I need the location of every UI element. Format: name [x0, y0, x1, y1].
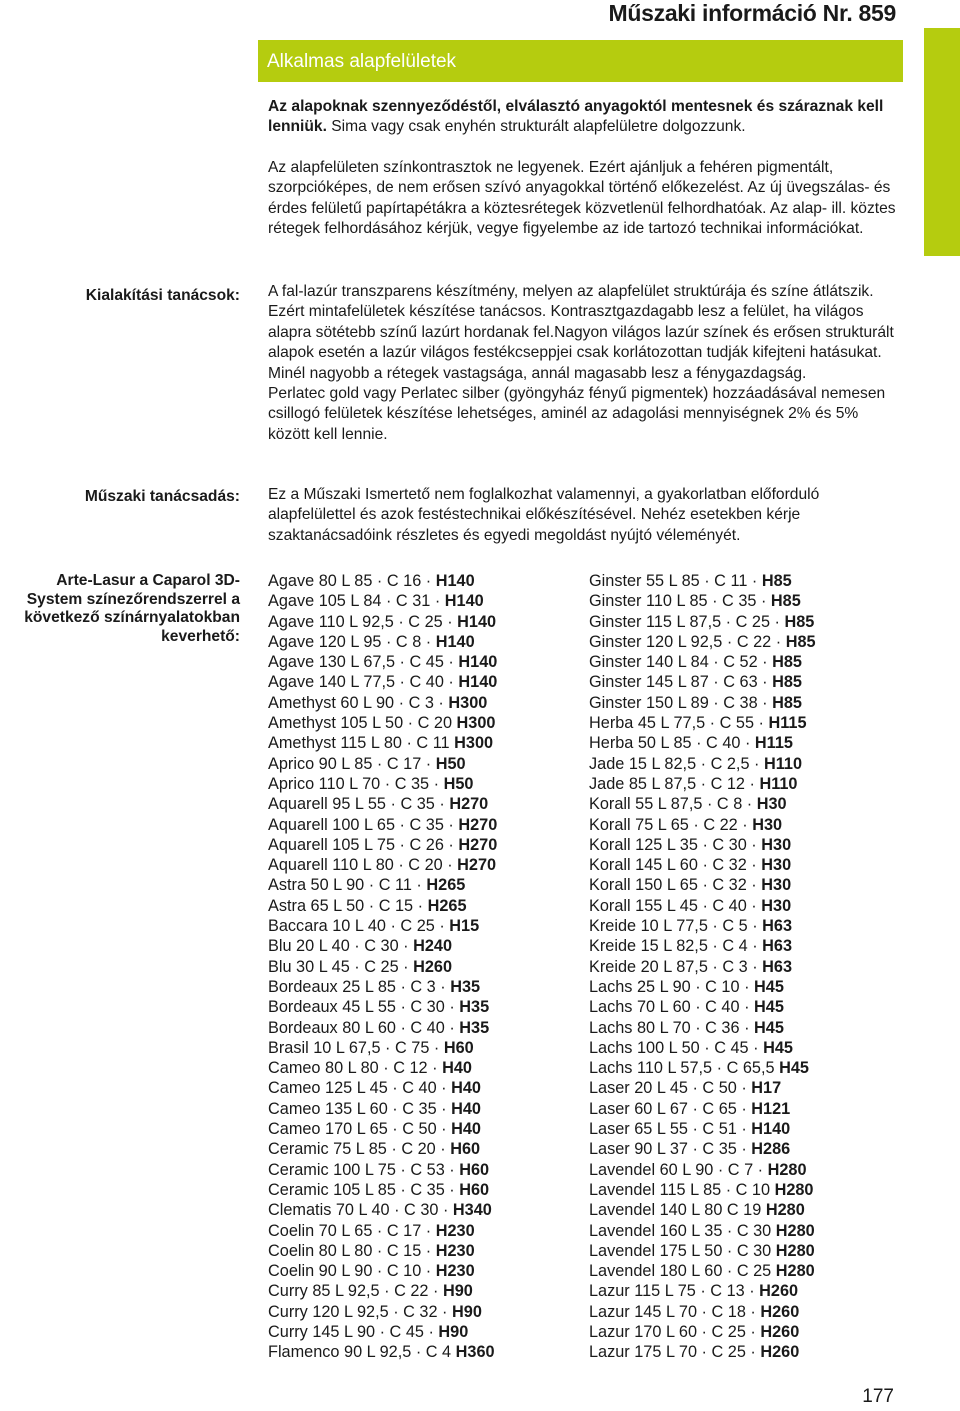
color-shade-name: Kreide 20 L 87,5 · C 3 · [589, 957, 763, 976]
color-shade-hue-code: H63 [762, 937, 793, 956]
color-shade-hue-code: H17 [751, 1079, 782, 1098]
color-shade-item [589, 1018, 816, 1038]
color-shade-name: Cameo 135 L 60 · C 35 · [268, 1099, 452, 1118]
color-shade-name: Agave 120 L 95 · C 8 · [268, 632, 436, 651]
color-shade-name: Aquarell 100 L 65 · C 35 · [268, 815, 459, 834]
color-shade-name: Korall 55 L 87,5 · C 8 · [589, 795, 757, 814]
color-shade-name: Aquarell 110 L 80 · C 20 · [268, 856, 458, 875]
color-shade-name: Ceramic 100 L 75 · C 53 · [268, 1160, 460, 1179]
color-shade-hue-code: H30 [756, 795, 787, 814]
color-shade-hue-code: H40 [451, 1120, 481, 1139]
color-shade-name: Herba 45 L 77,5 · C 55 · [589, 714, 769, 733]
color-shade-name: Bordeaux 45 L 55 · C 30 · [268, 998, 460, 1017]
design-tips-label: Kialakítási tanácsok: [85, 287, 240, 304]
color-shade-item [589, 612, 816, 632]
section-title: Alkalmas alapfelületek [267, 51, 457, 72]
color-shade-hue-code: H121 [751, 1099, 791, 1118]
color-shade-item [268, 1322, 497, 1342]
color-shade-hue-code: H140 [458, 673, 498, 692]
color-shade-item [589, 1281, 816, 1301]
color-shade-name: Clematis 70 L 40 · C 30 · [268, 1201, 453, 1220]
color-shade-item [268, 916, 497, 936]
color-shade-hue-code: H300 [454, 734, 494, 753]
color-shade-hue-code: H110 [759, 774, 798, 793]
color-shade-item [268, 794, 497, 814]
color-shade-name: Ginster 140 L 84 · C 52 · [589, 653, 773, 672]
color-shade-hue-code: H50 [435, 754, 466, 773]
color-shade-item [268, 713, 497, 733]
color-shade-name: Ginster 55 L 85 · C 11 · [589, 572, 762, 590]
color-shade-hue-code: H30 [761, 876, 792, 895]
color-shade-hue-code: H50 [443, 774, 474, 793]
color-shade-name: Astra 50 L 90 · C 11 · [268, 876, 427, 895]
color-shade-name: Agave 140 L 77,5 · C 40 · [268, 673, 459, 692]
color-shade-name: Laser 20 L 45 · C 50 · [589, 1079, 752, 1098]
color-shade-hue-code: H270 [458, 835, 498, 854]
color-shade-name: Lachs 110 L 57,5 · C 65,5 [589, 1059, 780, 1078]
page-number: 177 [862, 1386, 894, 1407]
color-shade-hue-code: H85 [761, 572, 792, 590]
color-shade-hue-code: H260 [760, 1343, 800, 1362]
color-shade-hue-code: H265 [427, 896, 467, 915]
color-shade-hue-code: H115 [768, 714, 807, 733]
color-shade-name: Baccara 10 L 40 · C 25 · [268, 917, 450, 936]
color-shade-hue-code: H115 [754, 734, 793, 753]
color-shade-item [589, 652, 816, 672]
color-shade-item [268, 1058, 497, 1078]
color-shade-item [268, 1221, 497, 1241]
color-shade-item [268, 896, 497, 916]
color-shade-item [589, 896, 816, 916]
color-shade-hue-code: H280 [775, 1262, 815, 1281]
color-shade-item [268, 754, 497, 774]
color-shade-item [589, 693, 816, 713]
color-shade-hue-code: H270 [449, 795, 489, 814]
color-shade-name: Jade 85 L 87,5 · C 12 · [589, 774, 760, 793]
color-shade-item [589, 1342, 816, 1362]
color-shade-item [268, 612, 497, 632]
color-shade-item [268, 855, 497, 875]
color-shade-item [268, 936, 497, 956]
color-shade-name: Kreide 10 L 77,5 · C 5 · [589, 917, 763, 936]
color-shade-name: Coelin 80 L 80 · C 15 · [268, 1241, 436, 1260]
color-shade-hue-code: H260 [759, 1282, 799, 1301]
color-shade-item [589, 1221, 816, 1241]
color-shade-item [268, 815, 497, 835]
color-shade-hue-code: H35 [459, 1018, 490, 1037]
color-shade-hue-code: H260 [760, 1302, 800, 1321]
color-shade-hue-code: H90 [438, 1322, 469, 1341]
color-shade-hue-code: H40 [451, 1099, 481, 1118]
color-shade-item [268, 1038, 497, 1058]
color-shade-name: Amethyst 115 L 80 · C 11 [268, 734, 455, 753]
section-title-bar [258, 40, 903, 82]
color-shade-name: Korall 155 L 45 · C 40 · [589, 896, 762, 915]
color-shade-name: Lazur 145 L 70 · C 18 · [589, 1302, 761, 1321]
color-system-label: Arte-Lasur a Caparol 3D-System színezőrendszerrel a következő színárnyalatokban keverhető: [24, 572, 240, 645]
color-shade-name: Lazur 170 L 60 · C 25 · [589, 1322, 761, 1341]
color-shade-name: Aprico 90 L 85 · C 17 · [268, 754, 436, 773]
color-shade-item [268, 1099, 497, 1119]
color-shade-hue-code: H300 [448, 693, 488, 712]
color-shade-item [589, 754, 816, 774]
color-shade-hue-code: H230 [435, 1241, 475, 1260]
color-shade-hue-code: H60 [459, 1180, 490, 1199]
color-shade-hue-code: H60 [459, 1160, 490, 1179]
color-shade-name: Agave 130 L 67,5 · C 45 · [268, 653, 459, 672]
page-header-title: Műszaki információ Nr. 859 [608, 0, 896, 26]
color-shade-item [589, 632, 816, 652]
color-shade-name: Ginster 120 L 92,5 · C 22 · [589, 632, 786, 651]
color-shade-hue-code: H280 [774, 1180, 814, 1199]
color-shade-hue-code: H140 [435, 572, 475, 590]
design-tips-paragraph-1: A fal-lazúr transzparens készítmény, melyen az alapfelület struktúrája és színe átlátszik. Ezért mintafelületek készítése tanácsos. Kontrasztgazdagabb lesz a felület, ha világos alapra sötétebb színű lazúrt hordanak fel.Nagyon világos lazúr színek és erősen strukturált alapok esetén a lazúr világos festékcseppjei csak korlátozottan tudják kifejteni hatásukat. Minél nagyobb a rétegek vastagsága, annál magasabb lesz a fénygazdagság. [268, 283, 894, 382]
color-shade-hue-code: H85 [772, 673, 802, 692]
color-shade-item [589, 1099, 816, 1119]
color-shade-name: Bordeaux 25 L 85 · C 3 · [268, 977, 451, 996]
color-shade-name: Agave 80 L 85 · C 16 · [268, 572, 436, 590]
color-shade-hue-code: H360 [455, 1343, 495, 1362]
color-shade-name: Ginster 115 L 87,5 · C 25 · [589, 612, 785, 631]
color-shade-hue-code: H260 [413, 957, 453, 976]
color-shade-item [589, 957, 816, 977]
color-shade-item [589, 1322, 816, 1342]
color-shade-item [268, 1281, 497, 1301]
color-shade-item [268, 1342, 497, 1362]
color-shade-item [268, 774, 497, 794]
color-shade-name: Curry 85 L 92,5 · C 22 · [268, 1282, 443, 1301]
color-shade-item [589, 815, 816, 835]
color-shade-name: Aquarell 95 L 55 · C 35 · [268, 795, 450, 814]
color-shade-name: Herba 50 L 85 · C 40 · [589, 734, 755, 753]
color-shade-name: Bordeaux 80 L 60 · C 40 · [268, 1018, 460, 1037]
color-shade-name: Lazur 175 L 70 · C 25 · [589, 1343, 761, 1362]
color-shade-hue-code: H30 [761, 835, 792, 854]
color-shade-hue-code: H40 [451, 1079, 481, 1098]
color-shade-hue-code: H265 [426, 876, 466, 895]
color-shade-item [589, 936, 816, 956]
color-shade-item [589, 1119, 816, 1139]
color-shade-name: Brasil 10 L 67,5 · C 75 · [268, 1038, 444, 1057]
color-shade-hue-code: H40 [442, 1059, 472, 1078]
color-shade-hue-code: H45 [779, 1059, 809, 1078]
tech-advice-paragraph: Ez a Műszaki Ismertető nem foglalkozhat valamennyi, a gyakorlatban előforduló alapfelülettel és azok festéstechnikai előkészítésével. Nehéz esetekben kérje szaktanácsadóink részletes és egyedi megoldást nyújtó véleményét. [268, 486, 820, 544]
color-shade-hue-code: H35 [459, 998, 490, 1017]
color-shade-item [268, 875, 497, 895]
intro-rest-text: Sima vagy csak enyhén strukturált alapfelületre dolgozzunk. [326, 118, 746, 136]
color-shade-name: Laser 60 L 67 · C 65 · [589, 1099, 752, 1118]
color-shade-name: Lavendel 180 L 60 · C 25 [589, 1262, 776, 1281]
tech-advice-label: Műszaki tanácsadás: [84, 488, 240, 505]
color-shade-name: Ginster 145 L 87 · C 63 · [589, 673, 773, 692]
color-shade-name: Cameo 170 L 65 · C 50 · [268, 1120, 452, 1139]
color-shade-name: Curry 145 L 90 · C 45 · [268, 1322, 439, 1341]
color-shade-name: Agave 110 L 92,5 · C 25 · [268, 612, 458, 631]
color-shade-item [268, 1139, 497, 1159]
color-shade-hue-code: H110 [763, 754, 803, 773]
color-shade-name: Korall 125 L 35 · C 30 · [589, 835, 762, 854]
color-shade-item [589, 1078, 816, 1098]
color-shade-hue-code: H230 [435, 1262, 475, 1281]
color-shade-item [268, 672, 497, 692]
color-shade-item [589, 774, 816, 794]
color-shade-name: Lazur 115 L 75 · C 13 · [589, 1282, 760, 1301]
color-shade-hue-code: H140 [458, 653, 498, 672]
color-shade-name: Curry 120 L 92,5 · C 32 · [268, 1302, 452, 1321]
design-tips-block [268, 282, 903, 445]
color-shade-item [589, 1180, 816, 1200]
color-shade-item [589, 1160, 816, 1180]
color-shade-item [589, 997, 816, 1017]
color-shade-hue-code: H30 [761, 896, 792, 915]
color-shade-hue-code: H280 [775, 1221, 815, 1240]
color-shade-name: Lachs 25 L 90 · C 10 · [589, 977, 755, 996]
color-shade-item [589, 835, 816, 855]
color-shade-item [268, 1078, 497, 1098]
color-shade-item [589, 977, 816, 997]
color-shade-name: Astra 65 L 50 · C 15 · [268, 896, 428, 915]
color-shade-hue-code: H240 [413, 937, 453, 956]
color-shade-hue-code: H270 [458, 815, 498, 834]
color-shade-item [589, 855, 816, 875]
color-shade-hue-code: H90 [442, 1282, 473, 1301]
color-shade-hue-code: H260 [760, 1322, 800, 1341]
color-shade-hue-code: H35 [450, 977, 481, 996]
color-list-column-1 [268, 571, 497, 1363]
color-shade-hue-code: H30 [761, 856, 792, 875]
color-shade-hue-code: H85 [784, 612, 815, 631]
color-shade-name: Ceramic 75 L 85 · C 20 · [268, 1140, 451, 1159]
color-shade-item [589, 1261, 816, 1281]
color-shade-name: Coelin 90 L 90 · C 10 · [268, 1262, 436, 1281]
color-shade-name: Cameo 80 L 80 · C 12 · [268, 1059, 443, 1078]
color-shade-item [589, 1038, 816, 1058]
color-shade-hue-code: H85 [772, 653, 802, 672]
color-shade-item [268, 1261, 497, 1281]
color-shade-item [268, 1241, 497, 1261]
color-shade-hue-code: H85 [770, 592, 801, 611]
color-shade-hue-code: H63 [762, 957, 793, 976]
color-shade-item [268, 977, 497, 997]
color-shade-hue-code: H140 [457, 612, 497, 631]
tech-advice-block [268, 485, 903, 546]
color-shade-item [268, 591, 497, 611]
color-shade-hue-code: H15 [449, 917, 480, 936]
intro-paragraph-1 [268, 97, 903, 138]
color-shade-item [589, 1241, 816, 1261]
color-shade-name: Cameo 125 L 45 · C 40 · [268, 1079, 452, 1098]
color-shade-item [589, 1200, 816, 1220]
color-shade-name: Korall 145 L 60 · C 32 · [589, 856, 762, 875]
intro-block [268, 97, 903, 239]
color-shade-hue-code: H63 [762, 917, 793, 936]
color-shade-hue-code: H60 [450, 1140, 481, 1159]
color-shade-item [589, 571, 816, 591]
side-color-tab [924, 28, 960, 256]
color-shade-item [268, 1160, 497, 1180]
intro-bold-text: Az alapoknak szennyeződéstől, elválasztó anyagoktól mentesnek és száraznak kell lenniük. [268, 98, 884, 136]
color-shade-item [268, 652, 497, 672]
color-shade-hue-code: H300 [456, 714, 496, 733]
color-shade-item [589, 591, 816, 611]
color-shade-name: Lachs 70 L 60 · C 40 · [589, 998, 755, 1017]
design-tips-paragraph-2: Perlatec gold vagy Perlatec silber (gyöngyház fényű pigmentek) hozzáadásával nemesen csillogó felületek készítése lehetséges, aminél az adagolási mennyiségnek 2% és 5% között kell lennie. [268, 385, 886, 443]
color-shade-hue-code: H340 [452, 1201, 492, 1220]
color-shade-name: Coelin 70 L 65 · C 17 · [268, 1221, 436, 1240]
color-shade-hue-code: H45 [754, 977, 784, 996]
color-shade-hue-code: H85 [772, 693, 802, 712]
color-shade-hue-code: H90 [452, 1302, 482, 1321]
color-shade-name: Kreide 15 L 82,5 · C 4 · [589, 937, 763, 956]
color-shade-item [589, 1302, 816, 1322]
color-shade-name: Blu 30 L 45 · C 25 · [268, 957, 414, 976]
color-shade-item [589, 733, 816, 753]
color-shade-item [268, 571, 497, 591]
color-shade-hue-code: H140 [444, 592, 484, 611]
color-list-column-2 [589, 571, 816, 1363]
color-shade-hue-code: H45 [754, 998, 784, 1017]
color-shade-name: Amethyst 105 L 50 · C 20 [268, 714, 457, 733]
color-shade-name: Lavendel 115 L 85 · C 10 [589, 1180, 775, 1199]
color-shade-name: Ceramic 105 L 85 · C 35 · [268, 1180, 460, 1199]
color-shade-hue-code: H45 [754, 1018, 784, 1037]
color-shade-item [268, 1119, 497, 1139]
color-shade-hue-code: H286 [751, 1140, 791, 1159]
color-shade-hue-code: H280 [767, 1160, 807, 1179]
color-shade-hue-code: H140 [435, 632, 475, 651]
color-shade-item [268, 835, 497, 855]
color-shade-item [268, 733, 497, 753]
color-shade-item [589, 672, 816, 692]
color-shade-hue-code: H85 [785, 632, 816, 651]
color-shade-name: Lavendel 60 L 90 · C 7 · [589, 1160, 768, 1179]
color-shade-item [589, 713, 816, 733]
color-shade-name: Lachs 80 L 70 · C 36 · [589, 1018, 755, 1037]
color-shade-name: Korall 75 L 65 · C 22 · [589, 815, 753, 834]
color-shade-name: Aquarell 105 L 75 · C 26 · [268, 835, 459, 854]
color-shade-item [589, 794, 816, 814]
color-shade-hue-code: H45 [763, 1038, 793, 1057]
color-shade-item [268, 997, 497, 1017]
color-shade-name: Ginster 110 L 85 · C 35 · [589, 592, 771, 611]
color-shade-name: Amethyst 60 L 90 · C 3 · [268, 693, 449, 712]
color-shade-item [268, 1302, 497, 1322]
color-shade-name: Laser 90 L 37 · C 35 · [589, 1140, 752, 1159]
color-shade-item [268, 632, 497, 652]
color-shade-name: Jade 15 L 82,5 · C 2,5 · [589, 754, 764, 773]
color-shade-hue-code: H280 [765, 1201, 805, 1220]
color-shade-name: Laser 65 L 55 · C 51 · [589, 1120, 752, 1139]
color-shade-name: Lavendel 175 L 50 · C 30 [589, 1241, 776, 1260]
color-shade-item [589, 875, 816, 895]
color-shade-name: Aprico 110 L 70 · C 35 · [268, 774, 444, 793]
color-shade-hue-code: H60 [443, 1038, 474, 1057]
color-shade-item [268, 1180, 497, 1200]
color-shade-item [589, 916, 816, 936]
color-shade-name: Flamenco 90 L 92,5 · C 4 [268, 1343, 456, 1362]
color-shade-name: Korall 150 L 65 · C 32 · [589, 876, 762, 895]
color-shade-name: Lachs 100 L 50 · C 45 · [589, 1038, 764, 1057]
color-shade-item [589, 1139, 816, 1159]
color-shade-item [268, 1018, 497, 1038]
color-shade-name: Ginster 150 L 89 · C 38 · [589, 693, 773, 712]
color-shade-hue-code: H230 [435, 1221, 475, 1240]
color-shade-name: Agave 105 L 84 · C 31 · [268, 592, 445, 611]
color-shade-name: Lavendel 140 L 80 C 19 [589, 1201, 766, 1220]
color-shade-hue-code: H270 [457, 856, 497, 875]
color-shade-item [268, 1200, 497, 1220]
color-shade-item [268, 957, 497, 977]
color-shade-item [589, 1058, 816, 1078]
color-shade-name: Blu 20 L 40 · C 30 · [268, 937, 414, 956]
color-shade-item [268, 693, 497, 713]
color-shade-name: Lavendel 160 L 35 · C 30 [589, 1221, 776, 1240]
color-shade-hue-code: H30 [752, 815, 783, 834]
intro-paragraph-2: Az alapfelületen színkontrasztok ne legyenek. Ezért ajánljuk a fehéren pigmentált, szorpcióképes, de nem erősen szívó anyagokkal történő előkezelést. Az új üvegszálas- és érdes felületű papírtapétákra a köztesrétegek közvetlenül felhordhatóak. Az alap- ill. köztes rétegek felhordásához kérjük, vegye figyelembe az ide tartozó technikai információkat. [268, 158, 896, 238]
color-shade-hue-code: H280 [775, 1241, 815, 1260]
color-shade-hue-code: H140 [751, 1120, 791, 1139]
